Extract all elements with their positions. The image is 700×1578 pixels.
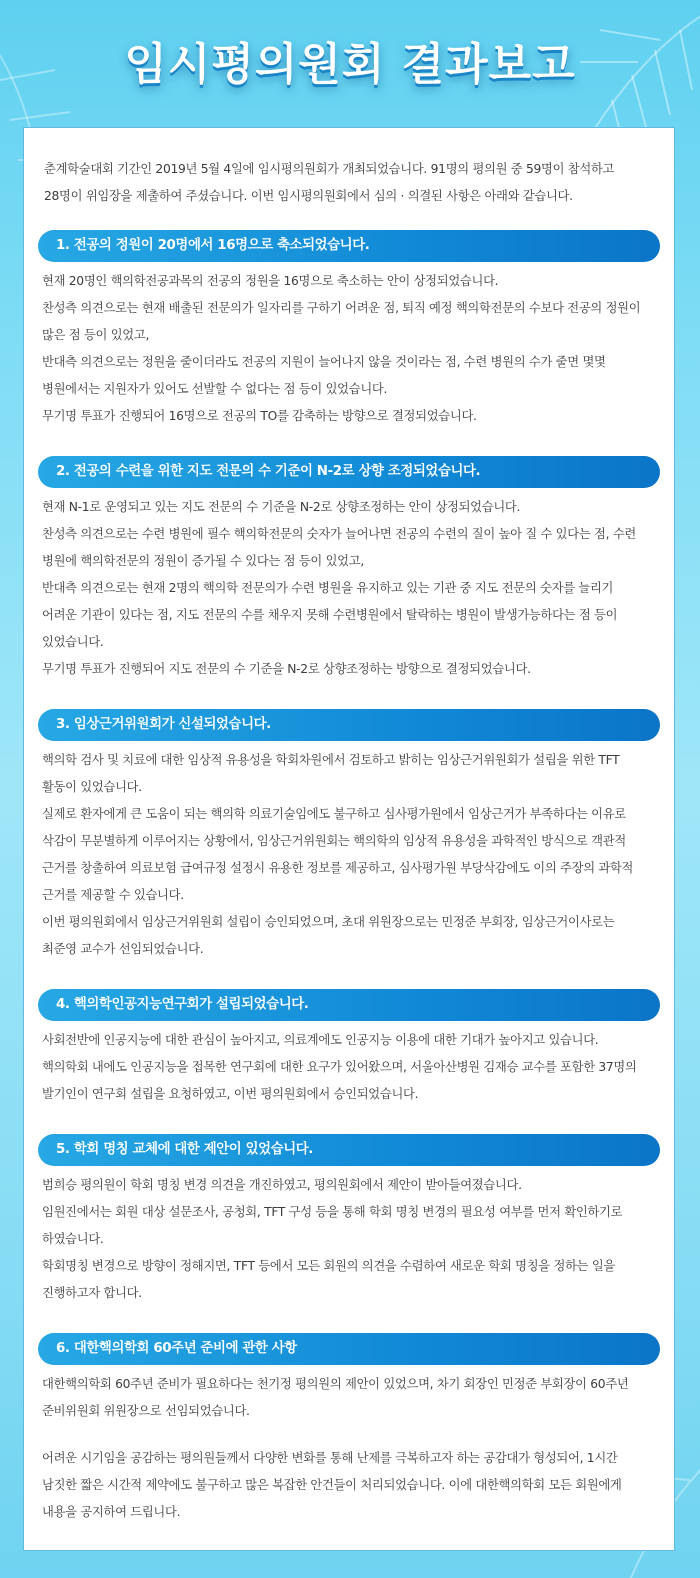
section-line: 활동이 있었습니다. [42, 780, 142, 794]
section-6 [38, 1333, 660, 1425]
section-line: 찬성측 의견으로는 수련 병원에 필수 핵의학전문의 숫자가 늘어나면 전공의 수련의 질이 높아 질 수 있다는 점, 수련 [42, 527, 636, 541]
section-body [38, 747, 660, 963]
section-line: 최준영 교수가 선임되었습니다. [42, 942, 204, 956]
section-line: 준비위원회 위원장으로 선임되었습니다. [42, 1404, 250, 1418]
section-line: 하였습니다. [42, 1232, 104, 1246]
section-line: 병원에서는 지원자가 있어도 선발할 수 없다는 점 등이 있었습니다. [42, 382, 388, 396]
section-line: 무기명 투표가 진행되어 지도 전문의 수 기준을 N-2로 상향조정하는 방향으로 결정되었습니다. [42, 662, 531, 676]
section-line: 무기명 투표가 진행되어 16명으로 전공의 TO를 감축하는 방향으로 결정되었습니다. [42, 409, 477, 423]
section-body [38, 1371, 660, 1425]
section-body [38, 1027, 660, 1108]
section-line: 반대측 의견으로는 현재 2명의 핵의학 전문의가 수련 병원을 유지하고 있는 기관 중 지도 전문의 숫자를 늘리기 [42, 581, 614, 595]
intro-paragraph [44, 156, 660, 210]
section-line: 핵의학 검사 및 치료에 대한 임상적 유용성을 학회차원에서 검토하고 밝히는 임상근거위원회가 설립을 위한 TFT [42, 753, 620, 767]
section-line: 근거를 창출하여 의료보험 급여규정 설정시 유용한 정보를 제공하고, 심사평가원 부당삭감에도 이의 주장의 과학적 [42, 861, 634, 875]
section-heading: 1. 전공의 정원이 20명에서 16명으로 축소되었습니다. [38, 230, 660, 262]
section-heading: 2. 전공의 수련을 위한 지도 전문의 수 기준이 N-2로 상향 조정되었습니다. [38, 456, 660, 488]
section-line: 삭감이 무분별하게 이루어지는 상황에서, 임상근거위원회는 핵의학의 임상적 유용성을 과학적인 방식으로 객관적 [42, 834, 626, 848]
section-heading: 6. 대한핵의학회 60주년 준비에 관한 사항 [38, 1333, 660, 1365]
section-4 [38, 989, 660, 1108]
section-line: 진행하고자 합니다. [42, 1286, 142, 1300]
intro-line: 28명이 위임장을 제출하여 주셨습니다. 이번 임시평의원회에서 심의 · 의결된 사항은 아래와 같습니다. [44, 189, 573, 203]
section-body [38, 1172, 660, 1307]
closing-line: 어려운 시기임을 공감하는 평의원들께서 다양한 변화를 통해 난제를 극복하고자 하는 공감대가 형성되어, 1시간 [42, 1451, 618, 1465]
section-line: 이번 평의원회에서 임상근거위원회 설립이 승인되었으며, 초대 위원장으로는 민정준 부회장, 임상근거이사로는 [42, 915, 615, 929]
section-line: 대한핵의학회 60주년 준비가 필요하다는 천기정 평의원의 제안이 있었으며, 차기 회장인 민정준 부회장이 60주년 [42, 1377, 629, 1391]
section-line: 실제로 환자에게 큰 도움이 되는 핵의학 의료기술임에도 불구하고 심사평가원에서 임상근거가 부족하다는 이유로 [42, 807, 626, 821]
section-line: 범희승 평의원이 학회 명칭 변경 의견을 개진하였고, 평의원회에서 제안이 받아들여졌습니다. [42, 1178, 522, 1192]
section-line: 근거를 제공할 수 있습니다. [42, 888, 184, 902]
section-line: 학회명칭 변경으로 방향이 정해지면, TFT 등에서 모든 회원의 의견을 수렴하여 새로운 학회 명칭을 정하는 일을 [42, 1259, 616, 1273]
section-line: 많은 점 등이 있었고, [42, 328, 150, 342]
section-line: 핵의학회 내에도 인공지능을 접목한 연구회에 대한 요구가 있어왔으며, 서울아산병원 김재승 교수를 포함한 37명의 [42, 1060, 637, 1074]
section-heading: 3. 임상근거위원회가 신설되었습니다. [38, 709, 660, 741]
closing-paragraph [38, 1445, 660, 1526]
section-line: 임원진에서는 회원 대상 설문조사, 공청회, TFT 구성 등을 통해 학회 명칭 변경의 필요성 여부를 먼저 확인하기로 [42, 1205, 623, 1219]
section-body [38, 494, 660, 683]
section-1 [38, 230, 660, 430]
section-line: 병원에 핵의학전문의 정원이 증가될 수 있다는 점 등이 있었고, [42, 554, 364, 568]
report-card [23, 127, 675, 1551]
section-2 [38, 456, 660, 683]
section-line: 어려운 기관이 있다는 점, 지도 전문의 수를 채우지 못해 수련병원에서 탈락하는 병원이 발생가능하다는 점 등이 [42, 608, 618, 622]
closing-line: 남짓한 짧은 시간적 제약에도 불구하고 많은 복잡한 안건들이 처리되었습니다. 이에 대한핵의학회 모든 회원에게 [42, 1478, 622, 1492]
section-heading: 5. 학회 명칭 교체에 대한 제안이 있었습니다. [38, 1134, 660, 1166]
intro-line: 춘계학술대회 기간인 2019년 5월 4일에 임시평의원회가 개최되었습니다. 91명의 평의원 중 59명이 참석하고 [44, 162, 615, 176]
section-line: 발기인이 연구회 설립을 요청하였고, 이번 평의원회에서 승인되었습니다. [42, 1087, 419, 1101]
section-heading: 4. 핵의학인공지능연구회가 설립되었습니다. [38, 989, 660, 1021]
section-line: 반대측 의견으로는 정원을 줄이더라도 전공의 지원이 늘어나지 않을 것이라는 점, 수련 병원의 수가 줄면 몇몇 [42, 355, 606, 369]
section-line: 현재 20명인 핵의학전공과목의 전공의 정원을 16명으로 축소하는 안이 상정되었습니다. [42, 274, 499, 288]
closing-line: 내용을 공지하여 드립니다. [42, 1505, 181, 1519]
section-5 [38, 1134, 660, 1307]
section-line: 있었습니다. [42, 635, 104, 649]
section-line: 현재 N-1로 운영되고 있는 지도 전문의 수 기준을 N-2로 상향조정하는 안이 상정되었습니다. [42, 500, 521, 514]
section-3 [38, 709, 660, 963]
section-body [38, 268, 660, 430]
page-title: 임시평의원회 결과보고 [124, 39, 576, 90]
section-line: 찬성측 의견으로는 현재 배출된 전문의가 일자리를 구하기 어려운 점, 퇴직 예정 핵의학전문의 수보다 전공의 정원이 [42, 301, 641, 315]
section-line: 사회전반에 인공지능에 대한 관심이 높아지고, 의료계에도 인공지능 이용에 대한 기대가 높아지고 있습니다. [42, 1033, 599, 1047]
